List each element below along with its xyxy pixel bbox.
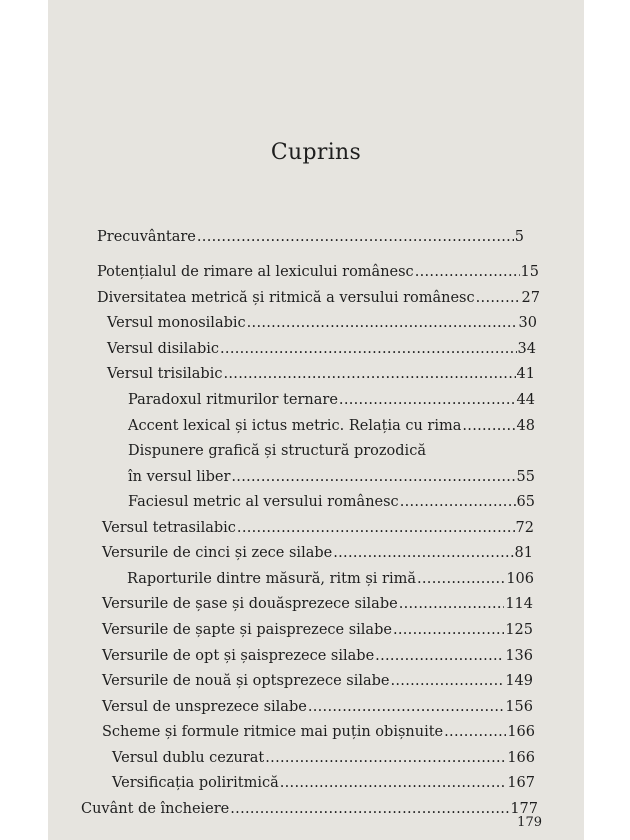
toc-entry-page: 55 bbox=[516, 469, 535, 485]
toc-entry-page: 41 bbox=[516, 366, 535, 382]
toc-entry-title: Versificația poliritmică bbox=[112, 775, 279, 791]
toc-entry-page: 167 bbox=[507, 775, 535, 791]
book-page bbox=[48, 0, 584, 840]
toc-leader-dots bbox=[417, 570, 505, 588]
page-number: 179 bbox=[517, 815, 542, 830]
toc-leader-dots bbox=[339, 391, 516, 409]
toc-entry bbox=[128, 417, 535, 435]
toc-leader-dots bbox=[333, 544, 513, 562]
toc-entry bbox=[112, 774, 535, 792]
toc-entry-title: Dispunere grafică și structură prozodică bbox=[128, 443, 426, 459]
toc-entry bbox=[102, 544, 533, 562]
toc-entry bbox=[112, 749, 535, 767]
toc-leader-dots bbox=[197, 228, 514, 246]
toc-entry bbox=[102, 647, 533, 665]
toc-leader-dots bbox=[390, 672, 504, 690]
toc-entry-title: Faciesul metric al versului românesc bbox=[128, 494, 399, 510]
toc-leader-dots bbox=[400, 493, 516, 511]
toc-entry-page: 65 bbox=[516, 494, 535, 510]
toc-entry-title: Versul disilabic bbox=[107, 341, 219, 357]
toc-entry-title: Diversitatea metrică și ritmică a versului românesc bbox=[97, 290, 475, 306]
toc-entry-title: Precuvântare bbox=[97, 229, 196, 245]
toc-entry-title: Versurile de șapte și paisprezece silabe bbox=[102, 622, 392, 638]
toc-entry bbox=[102, 723, 535, 741]
toc-entry-page: 125 bbox=[505, 622, 533, 638]
toc-leader-dots bbox=[399, 595, 505, 613]
toc-entry bbox=[107, 365, 535, 383]
toc-entry-page: 72 bbox=[515, 520, 534, 536]
toc-entry-title: Versul dublu cezurat bbox=[112, 750, 265, 766]
toc-entry-title: Versul tetrasilabic bbox=[102, 520, 236, 536]
toc-leader-dots bbox=[265, 749, 506, 767]
toc-entry-page: 106 bbox=[506, 571, 534, 587]
toc-entry-title: Paradoxul ritmurilor ternare bbox=[128, 392, 338, 408]
toc-entry bbox=[128, 468, 535, 486]
toc-entry bbox=[102, 519, 534, 537]
toc-entry-page: 166 bbox=[507, 750, 535, 766]
toc-leader-dots bbox=[237, 519, 515, 537]
toc-entry-page: 156 bbox=[505, 699, 533, 715]
toc-entry-title: Versurile de cinci și zece silabe bbox=[102, 545, 333, 561]
toc-leader-dots bbox=[220, 340, 517, 358]
toc-leader-dots bbox=[415, 263, 520, 281]
toc-entry-title: Versurile de șase și douăsprezece silabe bbox=[102, 596, 398, 612]
toc-entry-page: 177 bbox=[510, 801, 538, 817]
toc-entry-title: în versul liber bbox=[128, 469, 231, 485]
toc-entry-title: Versurile de nouă și optsprezece silabe bbox=[102, 673, 390, 689]
toc-entry-title: Accent lexical și ictus metric. Relația cu rima bbox=[128, 418, 462, 434]
toc-entry-page: 27 bbox=[521, 290, 540, 306]
page-title: Cuprins bbox=[270, 140, 362, 165]
toc-leader-dots bbox=[308, 698, 504, 716]
toc-entry bbox=[81, 800, 538, 818]
toc-entry bbox=[128, 493, 535, 511]
toc-entry-page: 5 bbox=[514, 229, 524, 245]
toc-entry-title: Versul monosilabic bbox=[107, 315, 246, 331]
toc-entry bbox=[102, 621, 533, 639]
toc-entry-title: Raporturile dintre măsură, ritm și rimă bbox=[127, 571, 416, 587]
toc-leader-dots bbox=[462, 417, 515, 435]
toc-entry-page: 30 bbox=[518, 315, 537, 331]
toc-leader-dots bbox=[393, 621, 504, 639]
toc-leader-dots bbox=[375, 647, 504, 665]
toc-entry-page: 15 bbox=[520, 264, 539, 280]
toc-entry-page: 34 bbox=[517, 341, 536, 357]
toc-entry bbox=[102, 595, 533, 613]
toc-leader-dots bbox=[247, 314, 518, 332]
toc-entry bbox=[107, 314, 537, 332]
toc-leader-dots bbox=[476, 289, 521, 307]
toc-leader-dots bbox=[230, 800, 509, 818]
toc-leader-dots bbox=[444, 723, 506, 741]
toc-entry-page: 166 bbox=[507, 724, 535, 740]
toc-leader-dots bbox=[231, 468, 515, 486]
toc-entry bbox=[97, 289, 540, 307]
toc-entry bbox=[128, 391, 535, 409]
toc-leader-dots bbox=[280, 774, 507, 792]
toc-entry bbox=[102, 672, 533, 690]
toc-entry-page: 136 bbox=[505, 648, 533, 664]
toc-entry-title: Potențialul de rimare al lexicului românesc bbox=[97, 264, 414, 280]
toc-entry-page: 149 bbox=[505, 673, 533, 689]
toc-entry-title: Versul trisilabic bbox=[107, 366, 223, 382]
toc-entry-page: 81 bbox=[514, 545, 533, 561]
toc-entry-title: Versul de unsprezece silabe bbox=[102, 699, 307, 715]
toc-leader-dots bbox=[223, 365, 515, 383]
toc-entry bbox=[97, 263, 539, 281]
toc-entry bbox=[127, 570, 534, 588]
toc-entry-title: Cuvânt de încheiere bbox=[81, 801, 230, 817]
toc-entry-title: Scheme și formule ritmice mai puțin obișnuite bbox=[102, 724, 444, 740]
toc-entry-page: 114 bbox=[505, 596, 533, 612]
toc-entry bbox=[102, 698, 533, 716]
toc-entry bbox=[97, 228, 524, 246]
toc-entry-page: 44 bbox=[516, 392, 535, 408]
toc-entry bbox=[107, 340, 536, 358]
toc-entry-title: Versurile de opt și șaisprezece silabe bbox=[102, 648, 375, 664]
toc-entry-page: 48 bbox=[516, 418, 535, 434]
